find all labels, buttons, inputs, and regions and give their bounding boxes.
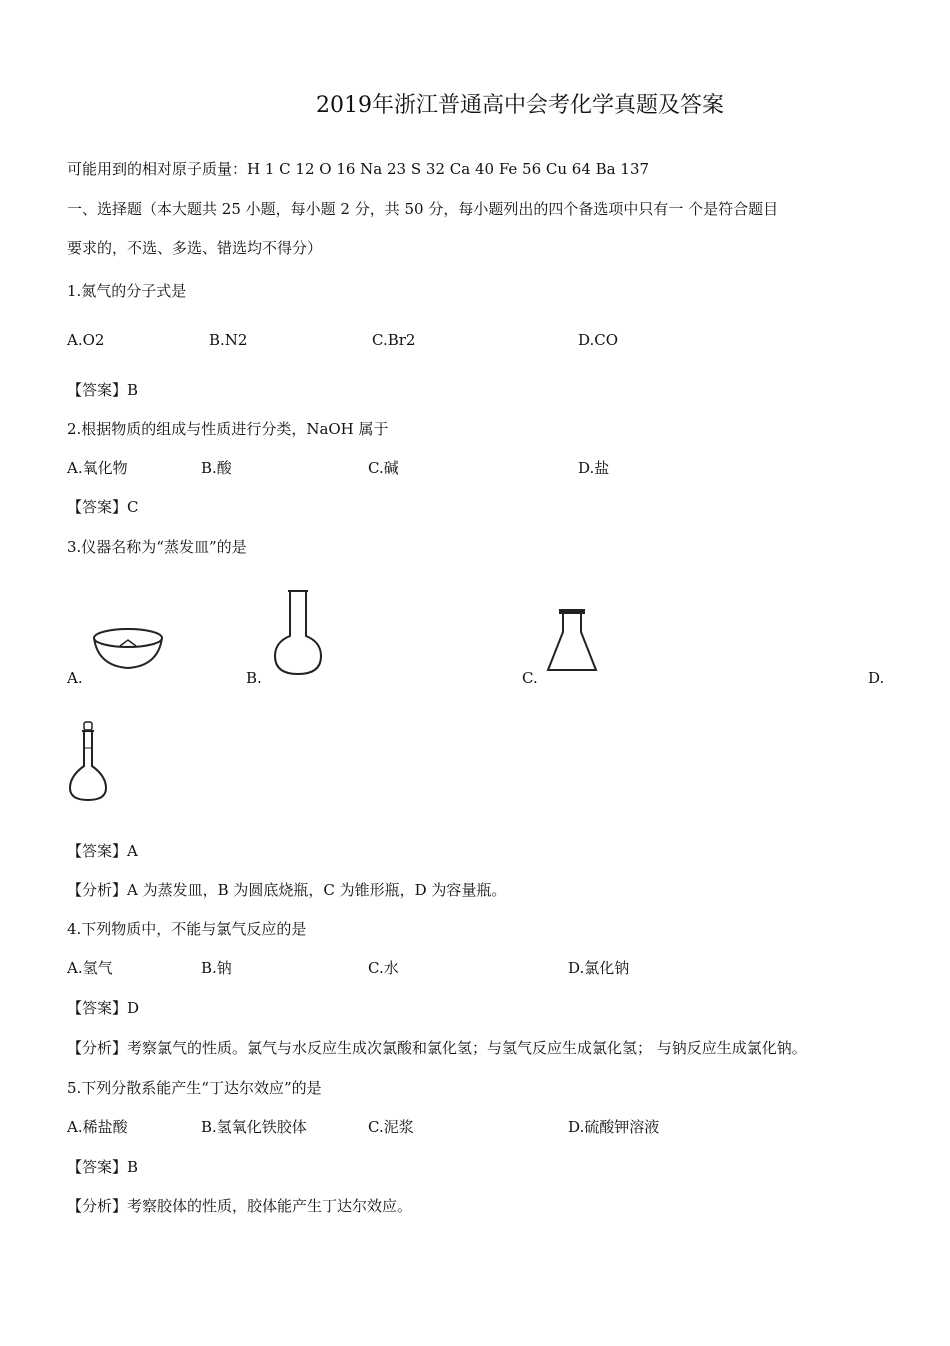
- q1-option-d: D.CO: [578, 331, 619, 349]
- volumetric-flask-icon: [67, 720, 109, 804]
- evaporating-dish-icon: [90, 620, 166, 672]
- q3-option-a: A.: [67, 669, 83, 687]
- q2-stem: 2.根据物质的组成与性质进行分类，NaOH 属于: [67, 420, 389, 438]
- q3-analysis: 【分析】A 为蒸发皿，B 为圆底烧瓶，C 为锥形瓶，D 为容量瓶。: [67, 881, 507, 899]
- q3-answer: 【答案】A: [67, 842, 138, 860]
- q5-option-a: A.稀盐酸: [67, 1118, 128, 1136]
- q3-option-d: D.: [868, 669, 885, 687]
- q4-option-c: C.水: [368, 959, 399, 977]
- q1-option-c: C.Br2: [372, 331, 416, 349]
- q4-option-a: A.氢气: [67, 959, 113, 977]
- page-title: 2019年浙江普通高中会考化学真题及答案: [316, 93, 724, 118]
- q5-option-d: D.硫酸钾溶液: [568, 1118, 660, 1136]
- q4-analysis: 【分析】考察氯气的性质。氯气与水反应生成次氯酸和氯化氢；与氢气反应生成氯化氢； 与钠反应生成氯化钠。: [67, 1039, 807, 1057]
- q5-stem: 5.下列分散系能产生“丁达尔效应”的是: [67, 1079, 322, 1097]
- q1-stem: 1.氮气的分子式是: [67, 282, 187, 300]
- q5-option-c: C.泥浆: [368, 1118, 414, 1136]
- q4-stem: 4.下列物质中，不能与氯气反应的是: [67, 920, 307, 938]
- q4-option-d: D.氯化钠: [568, 959, 630, 977]
- round-bottom-flask-icon: [272, 588, 324, 678]
- q5-analysis: 【分析】考察胶体的性质，胶体能产生丁达尔效应。: [67, 1197, 413, 1215]
- q2-option-a: A.氧化物: [67, 459, 128, 477]
- q1-option-a: A.O2: [67, 331, 105, 349]
- q3-option-c: C.: [522, 669, 538, 687]
- section-heading-line2: 要求的，不选、多选、错选均不得分）: [67, 239, 323, 257]
- q2-option-c: C.碱: [368, 459, 399, 477]
- q1-option-b: B.N2: [209, 331, 248, 349]
- q4-option-b: B.钠: [201, 959, 232, 977]
- atomic-masses: 可能用到的相对原子质量：H 1 C 12 O 16 Na 23 S 32 Ca 40 Fe 56 Cu 64 Ba 137: [67, 160, 650, 178]
- q3-option-b: B.: [246, 669, 262, 687]
- q2-option-d: D.盐: [578, 459, 610, 477]
- conical-flask-icon: [545, 606, 599, 678]
- q3-stem: 3.仪器名称为“蒸发皿”的是: [67, 538, 247, 556]
- q2-answer: 【答案】C: [67, 498, 139, 516]
- q1-answer: 【答案】B: [67, 381, 139, 399]
- q5-option-b: B.氢氧化铁胶体: [201, 1118, 307, 1136]
- section-heading-line1: 一、选择题（本大题共 25 小题，每小题 2 分，共 50 分，每小题列出的四个备选项中只有一 个是符合题目: [67, 200, 779, 218]
- q4-answer: 【答案】D: [67, 999, 140, 1017]
- q2-option-b: B.酸: [201, 459, 232, 477]
- q5-answer: 【答案】B: [67, 1158, 139, 1176]
